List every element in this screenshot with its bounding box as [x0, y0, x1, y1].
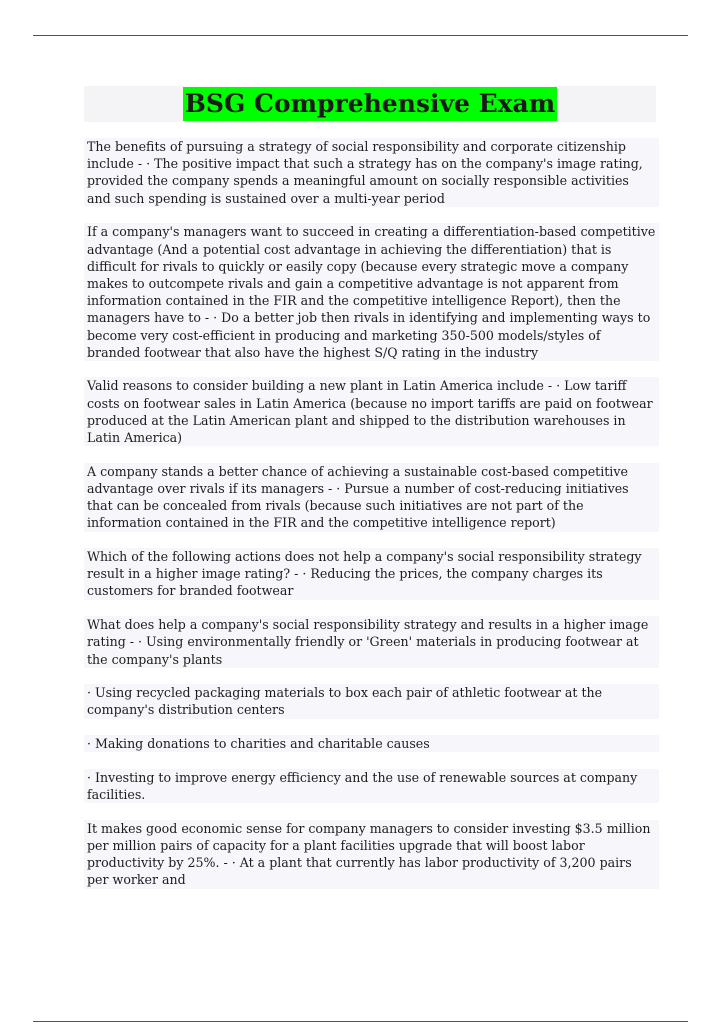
paragraph: If a company's managers want to succeed in creating a differentiation-based competitive advantage (And a potential cost advantage in achieving the differentiation) that is difficult for rivals to quickly or easily copy (because every strategic move a company makes to outcompete rivals and gain a competitive advantage is not apparent from information contained in the FIR and the competitive intelligence Report), then the managers have to - · Do a better job then rivals in identifying and implementing ways to become very cost-efficient in producing and marketing 350-500 models/styles of branded footwear that also have the highest S/Q rating in the industry [84, 223, 659, 361]
paragraph: A company stands a better chance of achieving a sustainable cost-based competitive advantage over rivals if its managers - · Pursue a number of cost-reducing initiatives that can be concealed from rivals (because such initiatives are not part of the information contained in the FIR and the competitive intelligence report) [84, 463, 659, 532]
bottom-rule [33, 1021, 688, 1022]
paragraph: · Using recycled packaging materials to box each pair of athletic footwear at the company's distribution centers [84, 684, 659, 718]
paragraph: The benefits of pursuing a strategy of social responsibility and corporate citizenship include - · The positive impact that such a strategy has on the company's image rating, provided the company spends a meaningful amount on socially responsible activities and such spending is sustained over a multi-year period [84, 138, 659, 207]
document-body [84, 138, 659, 905]
paragraph: · Investing to improve energy efficiency and the use of renewable sources at company facilities. [84, 769, 659, 803]
paragraph: Which of the following actions does not help a company's social responsibility strategy result in a higher image rating? - · Reducing the prices, the company charges its customers for branded footwear [84, 548, 659, 600]
paragraph: What does help a company's social responsibility strategy and results in a higher image rating - · Using environmentally friendly or 'Green' materials in producing footwear at the company's plants [84, 616, 659, 668]
paragraph: It makes good economic sense for company managers to consider investing $3.5 million per million pairs of capacity for a plant facilities upgrade that will boost labor productivity by 25%. - · At a plant that currently has labor productivity of 3,200 pairs per worker and [84, 820, 659, 889]
paragraph: · Making donations to charities and charitable causes [84, 735, 659, 752]
top-rule [33, 35, 688, 36]
title-band [84, 86, 656, 122]
paragraph: Valid reasons to consider building a new plant in Latin America include - · Low tariff costs on footwear sales in Latin America (because no import tariffs are paid on footwear produced at the Latin American plant and shipped to the distribution warehouses in Latin America) [84, 377, 659, 446]
page-title: BSG Comprehensive Exam [183, 87, 557, 121]
